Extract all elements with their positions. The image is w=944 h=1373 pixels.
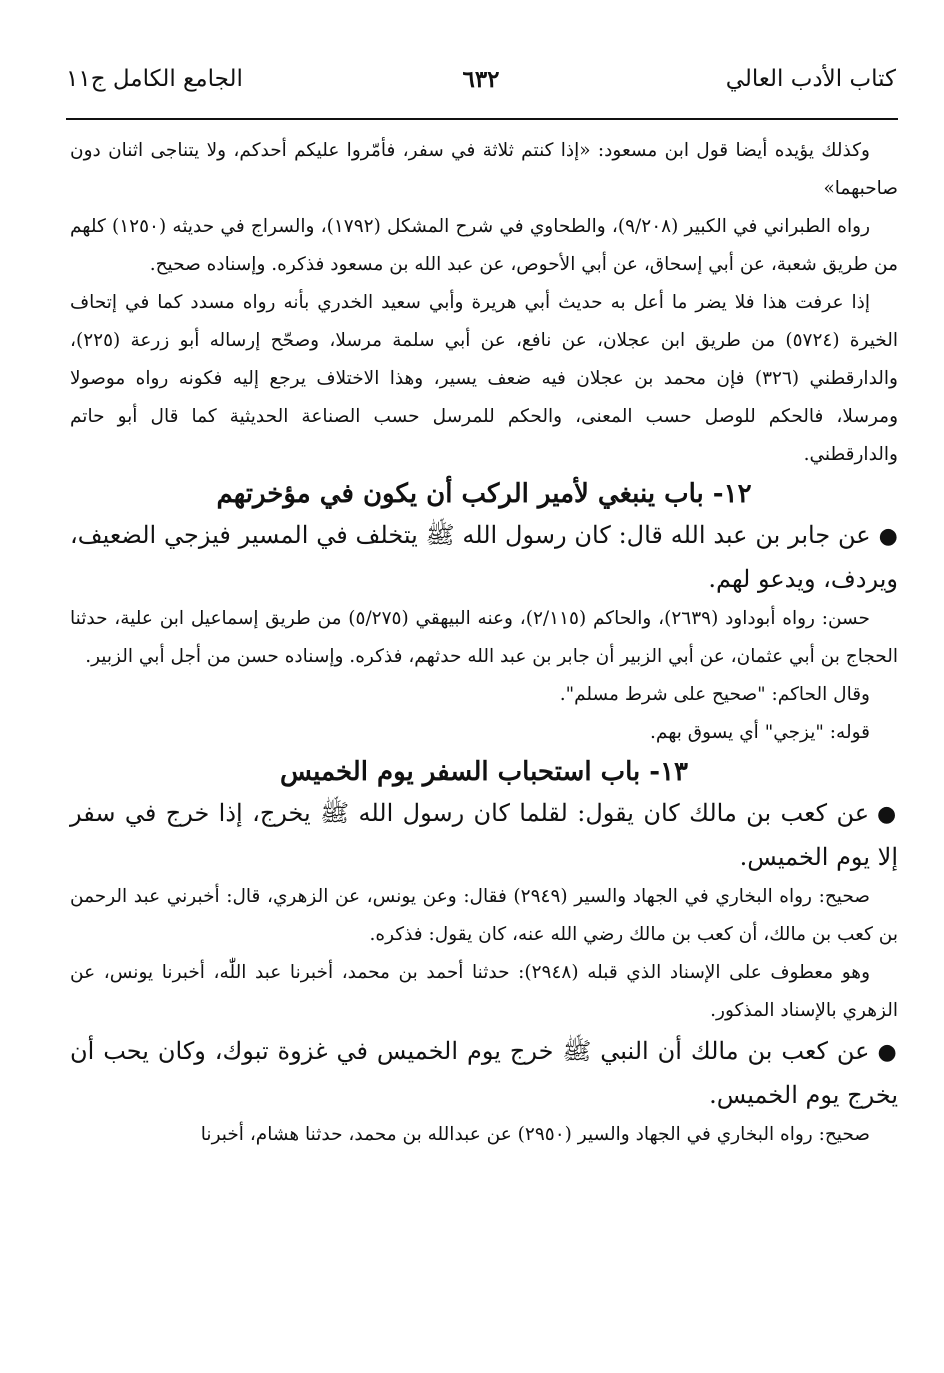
hadith-text bbox=[70, 514, 898, 600]
hadith-source: صحيح: رواه البخاري في الجهاد والسير (٢٩٥٠) عن عبدالله بن محمد، حدثنا هشام، أخبرنا bbox=[200, 1124, 870, 1145]
hadith-source: حسن: رواه أبوداود (٢٦٣٩)، والحاكم (٢/١١٥)، وعنه البيهقي (٥/٢٧٥) من طريق إسماعيل ابن علية، حدثنا الحجاج بن أبي عثمان، عن أبي الزبير أن جابر بن عبد الله حدثهم، فذكره. وإسناده حسن من أجل أبي الزبير. bbox=[70, 608, 898, 667]
hadith-text bbox=[70, 792, 898, 878]
hadith-text-body: عن كعب بن مالك كان يقول: لقلما كان رسول الله ﷺ يخرج، إذا خرج في سفر إلا يوم الخميس. bbox=[70, 799, 898, 871]
paragraph: وقال الحاكم: "صحيح على شرط مسلم". bbox=[559, 684, 870, 705]
hadith-text-body: عن جابر بن عبد الله قال: كان رسول الله ﷺ يتخلف في المسير فيزجي الضعيف، ويردف، ويدعو لهم. bbox=[70, 521, 898, 593]
hadith-text bbox=[70, 1030, 898, 1116]
paragraph: قوله: "يزجي" أي يسوق بهم. bbox=[650, 722, 870, 743]
book-title: كتاب الأدب العالي bbox=[725, 66, 896, 92]
hadith-text-body: عن كعب بن مالك أن النبي ﷺ خرج يوم الخميس في غزوة تبوك، وكان يحب أن يخرج يوم الخميس. bbox=[70, 1037, 898, 1109]
page-body bbox=[70, 132, 898, 1154]
chapter-heading: ١٢- باب ينبغي لأمير الركب أن يكون في مؤخرتهم bbox=[216, 479, 752, 509]
paragraph: وكذلك يؤيده أيضا قول ابن مسعود: «إذا كنتم ثلاثة في سفر، فأمّروا عليكم أحدكم، ولا يتناجى اثنان دون صاحبهما» bbox=[70, 140, 898, 199]
paragraph: وهو معطوف على الإسناد الذي قبله (٢٩٤٨): حدثنا أحمد بن محمد، أخبرنا عبد اللّٰه، أخبرنا يونس، عن الزهري بالإسناد المذكور. bbox=[70, 962, 898, 1021]
hadith-source: صحيح: رواه البخاري في الجهاد والسير (٢٩٤٩) فقال: وعن يونس، عن الزهري، قال: أخبرني عبد الرحمن بن كعب بن مالك، أن كعب بن مالك رضي الله عنه، كان يقول: فذكره. bbox=[70, 886, 898, 945]
header-rule bbox=[66, 118, 898, 120]
bullet-icon: ● bbox=[877, 1040, 898, 1065]
paragraph: إذا عرفت هذا فلا يضر ما أعل به حديث أبي هريرة وأبي سعيد الخدري بأنه رواه مسدد كما في إتحاف الخيرة (٥٧٢٤) من طريق ابن عجلان، عن نافع، عن أبي سلمة مرسلا، وصحّح إرساله أبو زرعة (٢٢٥)، والدارقطني (٣٢٦) فإن محمد بن عجلان فيه ضعف يسير، وهذا الاختلاف يرجع إليه فكونه رواه موصولا ومرسلا، فالحكم للوصل حسب المعنى، والحكم للمرسل حسب الصناعة الحديثية كما قال أبو حاتم والدارقطني. bbox=[70, 292, 898, 465]
bullet-icon: ● bbox=[877, 802, 898, 827]
chapter-heading: ١٣- باب استحباب السفر يوم الخميس bbox=[279, 757, 689, 787]
bullet-icon: ● bbox=[878, 524, 898, 549]
page-header bbox=[66, 66, 896, 106]
hadith-source: رواه الطبراني في الكبير (٩/٢٠٨)، والطحاوي في شرح المشكل (١٧٩٢)، والسراج في حديثه (١٢٥٠) كلهم من طريق شعبة، عن أبي إسحاق، عن أبي الأحوص، عن عبد الله بن مسعود فذكره. وإسناده صحيح. bbox=[70, 216, 898, 275]
page-number: ٦٣٢ bbox=[462, 66, 500, 93]
volume-title: الجامع الكامل ج١١ bbox=[66, 66, 243, 92]
